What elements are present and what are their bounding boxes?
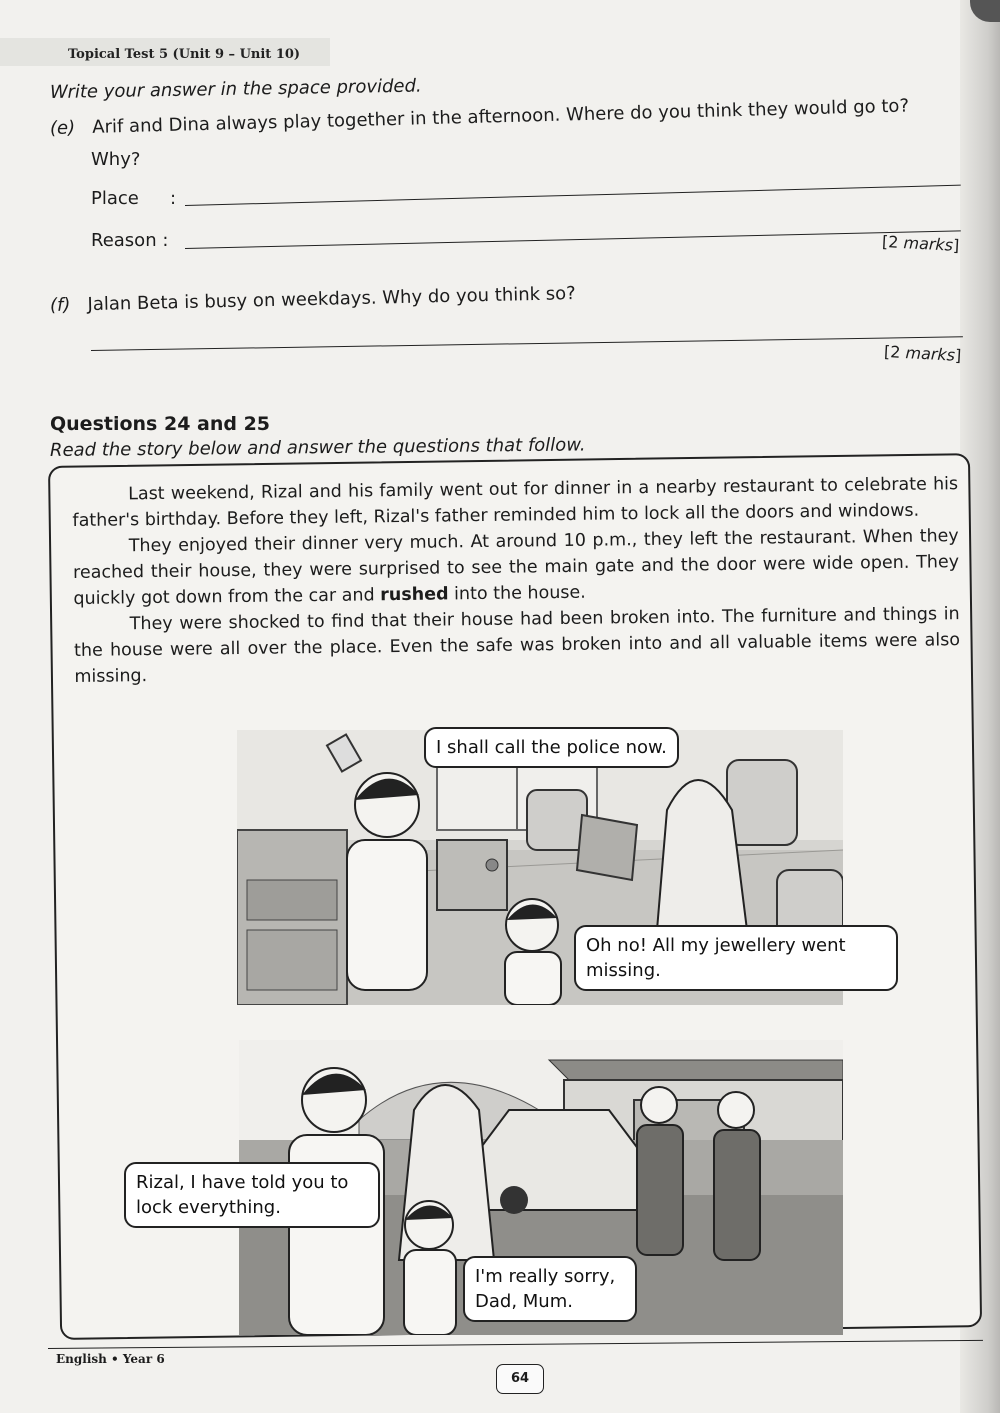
question-e-text: Arif and Dina always play together in the afternoon. Where do you think they would go to? xyxy=(92,95,910,138)
page-number: 64 xyxy=(496,1364,544,1394)
section-subtitle: Read the story below and answer the questions that follow. xyxy=(49,434,586,461)
story-paragraph-2: They enjoyed their dinner very much. At around 10 p.m., they left the restaurant. When they reached their house, they were surprised to see the main gate and the door were wide open. They quickly got down from the car and rushed into the house. xyxy=(72,526,960,609)
question-f xyxy=(50,280,576,319)
question-f-marks: [2 marks] xyxy=(883,341,962,366)
question-e-why: Why? xyxy=(91,149,141,170)
question-f-text: Jalan Beta is busy on weekdays. Why do you think so? xyxy=(87,283,576,316)
story-paragraph-1: Last weekend, Rizal and his family went out for dinner in a nearby restaurant to celebrate his father's birthday. Before they left, Rizal's father reminded him to lock all the doors and windows. xyxy=(72,474,959,531)
speech-bubble-father-police: I shall call the police now. xyxy=(424,727,679,768)
reason-label: Reason : xyxy=(91,230,169,251)
question-f-answer-line[interactable] xyxy=(91,336,963,351)
place-label: Place xyxy=(91,188,139,209)
story-paragraph-3: They were shocked to find that their house had been broken into. The furniture and things in the house were all over the place. Even the safe was broken into and all valuable items were also missing. xyxy=(73,604,961,687)
page-header: Topical Test 5 (Unit 9 – Unit 10) xyxy=(68,47,301,62)
bottom-rule xyxy=(48,1340,983,1349)
section-title: Questions 24 and 25 xyxy=(50,413,271,435)
place-colon: : xyxy=(170,188,177,209)
place-answer-line[interactable] xyxy=(185,185,961,206)
question-e-label: (e) xyxy=(49,117,76,139)
speech-bubble-mother-jewellery: Oh no! All my jewellery went missing. xyxy=(574,925,898,991)
question-e-marks: [2 marks] xyxy=(881,231,960,256)
speech-bubble-father-lock: Rizal, I have told you to lock everything. xyxy=(124,1162,380,1228)
story-text xyxy=(72,471,960,690)
speech-bubble-rizal-sorry: I'm really sorry, Dad, Mum. xyxy=(463,1256,637,1322)
question-f-label: (f) xyxy=(49,294,71,316)
footer-subject: English • Year 6 xyxy=(56,1352,165,1366)
reason-answer-line[interactable] xyxy=(185,230,961,249)
instruction: Write your answer in the space provided. xyxy=(49,75,422,103)
